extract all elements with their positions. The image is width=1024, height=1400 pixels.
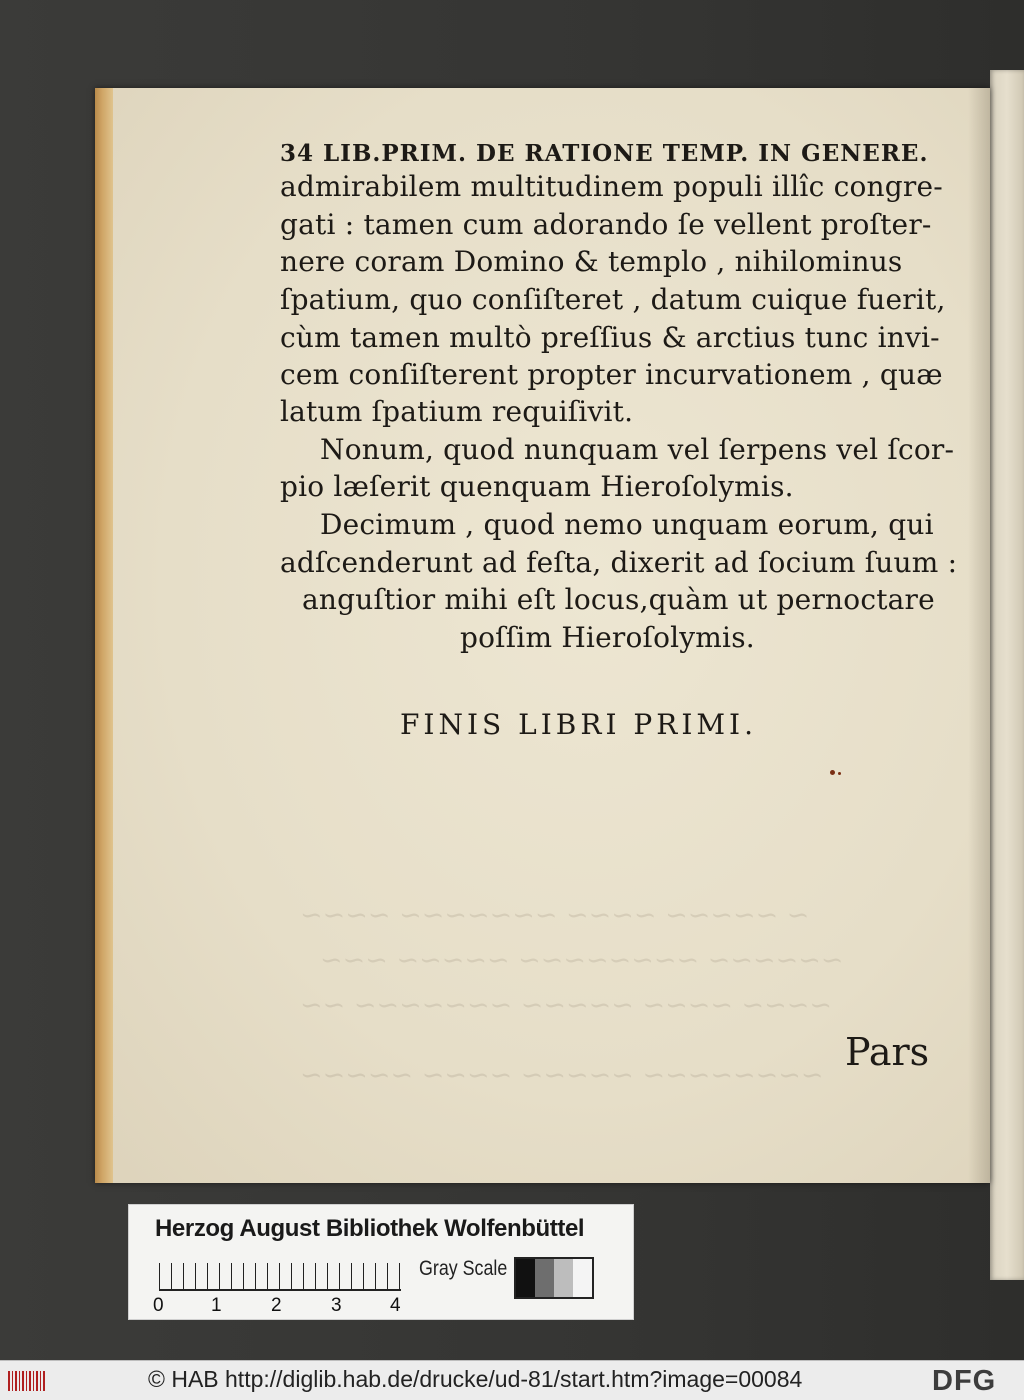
running-header: 34 LIB.PRIM. DE RATIONE TEMP. IN GENERE. [280, 140, 929, 167]
institution-name: Herzog August Bibliothek Wolfenbüttel [155, 1215, 585, 1242]
ruler-number: 0 [153, 1295, 164, 1316]
swatch-black [516, 1259, 535, 1297]
ruler-number: 4 [390, 1295, 401, 1316]
swatch-light-gray [554, 1259, 573, 1297]
copyright-link[interactable]: © HAB http://diglib.hab.de/drucke/ud-81/start.htm?image=00084 [148, 1366, 803, 1392]
show-through-text: ~~~~ ~~~~ ~~~~~ ~~~~~~~ ~~ [300, 990, 833, 1021]
body-line: latum ſpatium requiſivit. [280, 395, 634, 428]
body-line: poſſim Hieroſolymis. [460, 621, 755, 654]
ruler-number: 2 [271, 1295, 282, 1316]
body-line: Decimum , quod nemo unquam eorum, qui [320, 508, 934, 541]
catchword: Pars [845, 1030, 930, 1074]
ink-speck [830, 770, 835, 775]
body-line: Nonum, quod nunquam vel ſerpens vel ſcor- [320, 433, 955, 466]
ink-speck [838, 772, 841, 775]
hab-logo-icon [8, 1371, 46, 1391]
gray-scale-swatch [514, 1257, 594, 1299]
show-through-text: ~~~~~~ ~~~~~~~~ ~~~~~ ~~~ [320, 945, 844, 976]
body-line: anguſtior mihi eſt locus,quàm ut pernoctare [302, 583, 935, 616]
color-calibration-card [128, 1204, 634, 1320]
body-line: nere coram Domino & templo , nihilominus [280, 245, 903, 278]
swatch-dark-gray [535, 1259, 554, 1297]
swatch-white [573, 1259, 592, 1297]
body-line: cem conſiſterent propter incurvationem , quæ [280, 358, 943, 391]
show-through-text: ~ ~~~~~ ~~~~ ~~~~~~~ ~~~~ [300, 900, 810, 931]
ruler-number: 1 [211, 1295, 222, 1316]
body-line: ſpatium, quo conſiſteret , datum cuique fuerit, [280, 283, 946, 316]
body-line: admirabilem multitudinem populi illîc congre- [280, 170, 943, 203]
finis-heading: FINIS LIBRI PRIMI. [400, 708, 758, 741]
facing-page-edge [990, 70, 1024, 1280]
show-through-text: ~~~~~~~~ ~~~~~ ~~~~ ~~~~~ [300, 1060, 824, 1091]
body-line: cùm tamen multò preſſius & arctius tunc invi- [280, 321, 940, 354]
body-line: adſcenderunt ad feſta, dixerit ad ſocium ſuum : [280, 546, 958, 579]
dfg-logo: DFG [932, 1365, 997, 1397]
body-line: pio læſerit quenquam Hieroſolymis. [280, 470, 794, 503]
footer-bar [0, 1360, 1024, 1400]
ruler-number: 3 [331, 1295, 342, 1316]
page-fore-edge [95, 88, 113, 1183]
gray-scale-label: Gray Scale [419, 1257, 508, 1280]
scale-ruler [159, 1263, 401, 1291]
body-line: gati : tamen cum adorando ſe vellent proſter- [280, 208, 932, 241]
page-gutter-shadow [968, 88, 990, 1183]
